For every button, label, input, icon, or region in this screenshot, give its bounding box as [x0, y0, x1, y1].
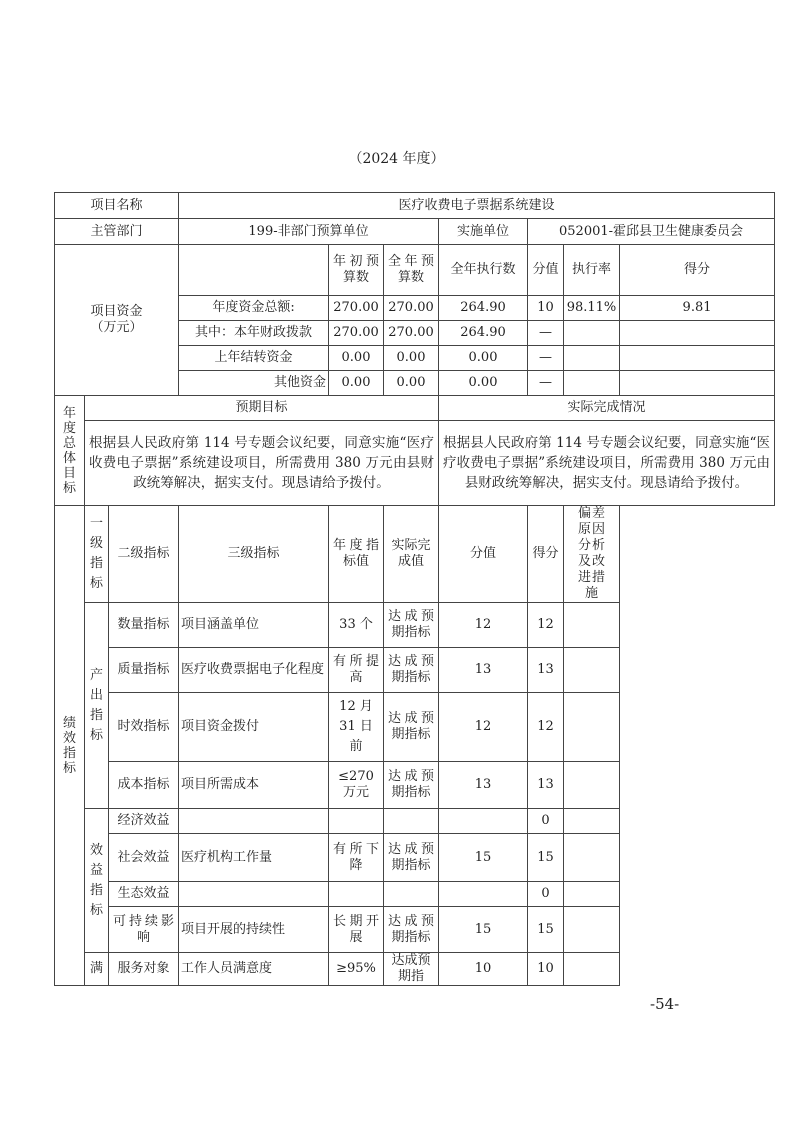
- indicator-weight: 15: [439, 834, 528, 882]
- indicator-analysis: [564, 762, 620, 809]
- level1-header: 一级指标: [85, 506, 109, 603]
- indicator-score: 15: [528, 834, 564, 882]
- goals-section-label: 年度总体目标: [55, 396, 85, 506]
- indicator-target: [329, 882, 384, 907]
- funds-row-executed: 0.00: [439, 371, 528, 396]
- indicator-weight: [439, 882, 528, 907]
- funds-header-full: 全年预算数: [384, 245, 439, 296]
- group-benefit: 效益指标: [85, 809, 109, 953]
- funds-row-rate: [564, 321, 620, 346]
- indicator-level2: 质量指标: [109, 648, 179, 693]
- page-number: -54-: [650, 995, 680, 1013]
- funds-label-line2: （万元）: [90, 320, 143, 335]
- funds-row-score: [620, 371, 775, 396]
- funds-row-rate: 98.11%: [564, 296, 620, 321]
- indicator-actual: 达成预期指标: [384, 834, 439, 882]
- indicator-row: [55, 834, 775, 882]
- indicator-score: 13: [528, 762, 564, 809]
- indicator-analysis: [564, 953, 620, 986]
- indicator-actual: 达成预期指标: [384, 648, 439, 693]
- funds-header-row: [55, 245, 775, 296]
- indicator-actual: 达成预期指: [384, 953, 439, 986]
- funds-row-full: 0.00: [384, 371, 439, 396]
- indicator-level3: [179, 882, 329, 907]
- funds-row-score: [620, 321, 775, 346]
- funds-header-weight: 分值: [528, 245, 564, 296]
- dept-row: [55, 219, 775, 245]
- group-satisfaction: 满: [85, 953, 109, 986]
- indicator-score: 12: [528, 603, 564, 648]
- impl-value: 052001-霍邱县卫生健康委员会: [528, 219, 775, 245]
- actual-goal-header: 实际完成情况: [439, 396, 775, 421]
- indicator-weight: [439, 809, 528, 834]
- indicator-level2: 可持续影响: [109, 907, 179, 953]
- indicator-analysis: [564, 603, 620, 648]
- indicator-actual: 达成预期指标: [384, 907, 439, 953]
- indicator-analysis: [564, 809, 620, 834]
- indicator-level2: 经济效益: [109, 809, 179, 834]
- indicator-weight: 13: [439, 762, 528, 809]
- funds-row-weight: —: [528, 371, 564, 396]
- indicator-level2: 成本指标: [109, 762, 179, 809]
- impl-label: 实施单位: [439, 219, 528, 245]
- indicator-analysis: [564, 907, 620, 953]
- funds-blank-header: [179, 245, 329, 296]
- level2-header: 二级指标: [109, 506, 179, 603]
- indicator-weight: 12: [439, 603, 528, 648]
- indicator-level3: 项目涵盖单位: [179, 603, 329, 648]
- indicator-level3: 工作人员满意度: [179, 953, 329, 986]
- indicator-level2: 社会效益: [109, 834, 179, 882]
- goals-text-row: [55, 421, 775, 506]
- funds-row-name: 年度资金总额:: [179, 296, 329, 321]
- funds-row-initial: 0.00: [329, 371, 384, 396]
- target-header: 年度指标值: [329, 506, 384, 603]
- indicator-level2: 时效指标: [109, 693, 179, 762]
- indicator-score: 10: [528, 953, 564, 986]
- score-header: 得分: [528, 506, 564, 603]
- indicator-actual: [384, 809, 439, 834]
- level3-header: 三级指标: [179, 506, 329, 603]
- indicator-row: [55, 762, 775, 809]
- funds-row-name: 其他资金: [179, 371, 329, 396]
- indicator-analysis: [564, 648, 620, 693]
- analysis-header: 偏差原因分析及改进措施: [564, 506, 620, 603]
- indicator-weight: 12: [439, 693, 528, 762]
- indicator-level3: 项目资金拨付: [179, 693, 329, 762]
- indicator-actual: [384, 882, 439, 907]
- funds-row-weight: —: [528, 321, 564, 346]
- indicator-weight: 10: [439, 953, 528, 986]
- indicator-row: [55, 882, 775, 907]
- indicator-actual: 达成预期指标: [384, 693, 439, 762]
- indicator-target: ≤270 万元: [329, 762, 384, 809]
- indicator-row: [55, 693, 775, 762]
- indicator-level3: 项目开展的持续性: [179, 907, 329, 953]
- funds-row-score: [620, 346, 775, 371]
- indicator-weight: 13: [439, 648, 528, 693]
- indicator-score: 13: [528, 648, 564, 693]
- actual-header: 实际完成值: [384, 506, 439, 603]
- funds-row-executed: 264.90: [439, 321, 528, 346]
- funds-row-executed: 264.90: [439, 296, 528, 321]
- funds-row-rate: [564, 371, 620, 396]
- funds-row-full: 0.00: [384, 346, 439, 371]
- indicator-analysis: [564, 834, 620, 882]
- weight-header: 分值: [439, 506, 528, 603]
- indicator-target: 33 个: [329, 603, 384, 648]
- funds-row-full: 270.00: [384, 321, 439, 346]
- indicator-row: [55, 953, 775, 986]
- indicator-level2: 服务对象: [109, 953, 179, 986]
- indicator-level3: 医疗收费票据电子化程度: [179, 648, 329, 693]
- indicator-target: 长期开展: [329, 907, 384, 953]
- project-name-value: 医疗收费电子票据系统建设: [179, 193, 775, 219]
- funds-row-initial: 0.00: [329, 346, 384, 371]
- funds-row-rate: [564, 346, 620, 371]
- funds-label: [55, 245, 179, 396]
- indicator-target: [329, 809, 384, 834]
- funds-row-initial: 270.00: [329, 296, 384, 321]
- funds-row-executed: 0.00: [439, 346, 528, 371]
- indicator-target: ≥95%: [329, 953, 384, 986]
- indicator-weight: 15: [439, 907, 528, 953]
- indicator-row: [55, 809, 775, 834]
- expected-goal-header: 预期目标: [85, 396, 439, 421]
- indicator-score: 15: [528, 907, 564, 953]
- funds-row-score: 9.81: [620, 296, 775, 321]
- goals-header-row: [55, 396, 775, 421]
- funds-row-full: 270.00: [384, 296, 439, 321]
- indicator-row: [55, 648, 775, 693]
- indicator-score: 0: [528, 809, 564, 834]
- funds-row-name: 上年结转资金: [179, 346, 329, 371]
- project-name-row: [55, 193, 775, 219]
- indicator-row: [55, 907, 775, 953]
- funds-row-initial: 270.00: [329, 321, 384, 346]
- indicator-header-row: [55, 506, 775, 603]
- indicator-analysis: [564, 882, 620, 907]
- group-output: 产出指标: [85, 603, 109, 809]
- expected-goal-text: 根据县人民政府第 114 号专题会议纪要，同意实施“医疗收费电子票据”系统建设项目，所需费用 380 万元由县财政统筹解决，据实支付。现恳请给予拨付。: [85, 421, 439, 506]
- indicator-target: 有所提高: [329, 648, 384, 693]
- project-name-label: 项目名称: [55, 193, 179, 219]
- indicator-level2: 生态效益: [109, 882, 179, 907]
- funds-header-executed: 全年执行数: [439, 245, 528, 296]
- indicator-target: 有所下降: [329, 834, 384, 882]
- indicator-section-label: 绩效指标: [55, 506, 85, 986]
- indicator-level3: [179, 809, 329, 834]
- indicator-level2: 数量指标: [109, 603, 179, 648]
- funds-row-weight: 10: [528, 296, 564, 321]
- dept-value: 199-非部门预算单位: [179, 219, 439, 245]
- dept-label: 主管部门: [55, 219, 179, 245]
- performance-table: [54, 192, 775, 986]
- indicator-row: [55, 603, 775, 648]
- indicator-score: 0: [528, 882, 564, 907]
- funds-row-weight: —: [528, 346, 564, 371]
- funds-row-name: 其中：本年财政拨款: [179, 321, 329, 346]
- funds-label-line1: 项目资金: [90, 304, 143, 319]
- funds-header-score: 得分: [620, 245, 775, 296]
- indicator-analysis: [564, 693, 620, 762]
- indicator-level3: 项目所需成本: [179, 762, 329, 809]
- indicator-target: 12 月 31 日前: [329, 693, 384, 762]
- indicator-actual: 达成预期指标: [384, 762, 439, 809]
- report-year: （2024 年度）: [348, 151, 445, 167]
- indicator-score: 12: [528, 693, 564, 762]
- indicator-actual: 达成预期指标: [384, 603, 439, 648]
- indicator-level3: 医疗机构工作量: [179, 834, 329, 882]
- funds-header-initial: 年初预算数: [329, 245, 384, 296]
- actual-goal-text: 根据县人民政府第 114 号专题会议纪要，同意实施“医疗收费电子票据”系统建设项目，所需费用 380 万元由县财政统筹解决，据实支付。现恳请给予拨付。: [439, 421, 775, 506]
- funds-header-rate: 执行率: [564, 245, 620, 296]
